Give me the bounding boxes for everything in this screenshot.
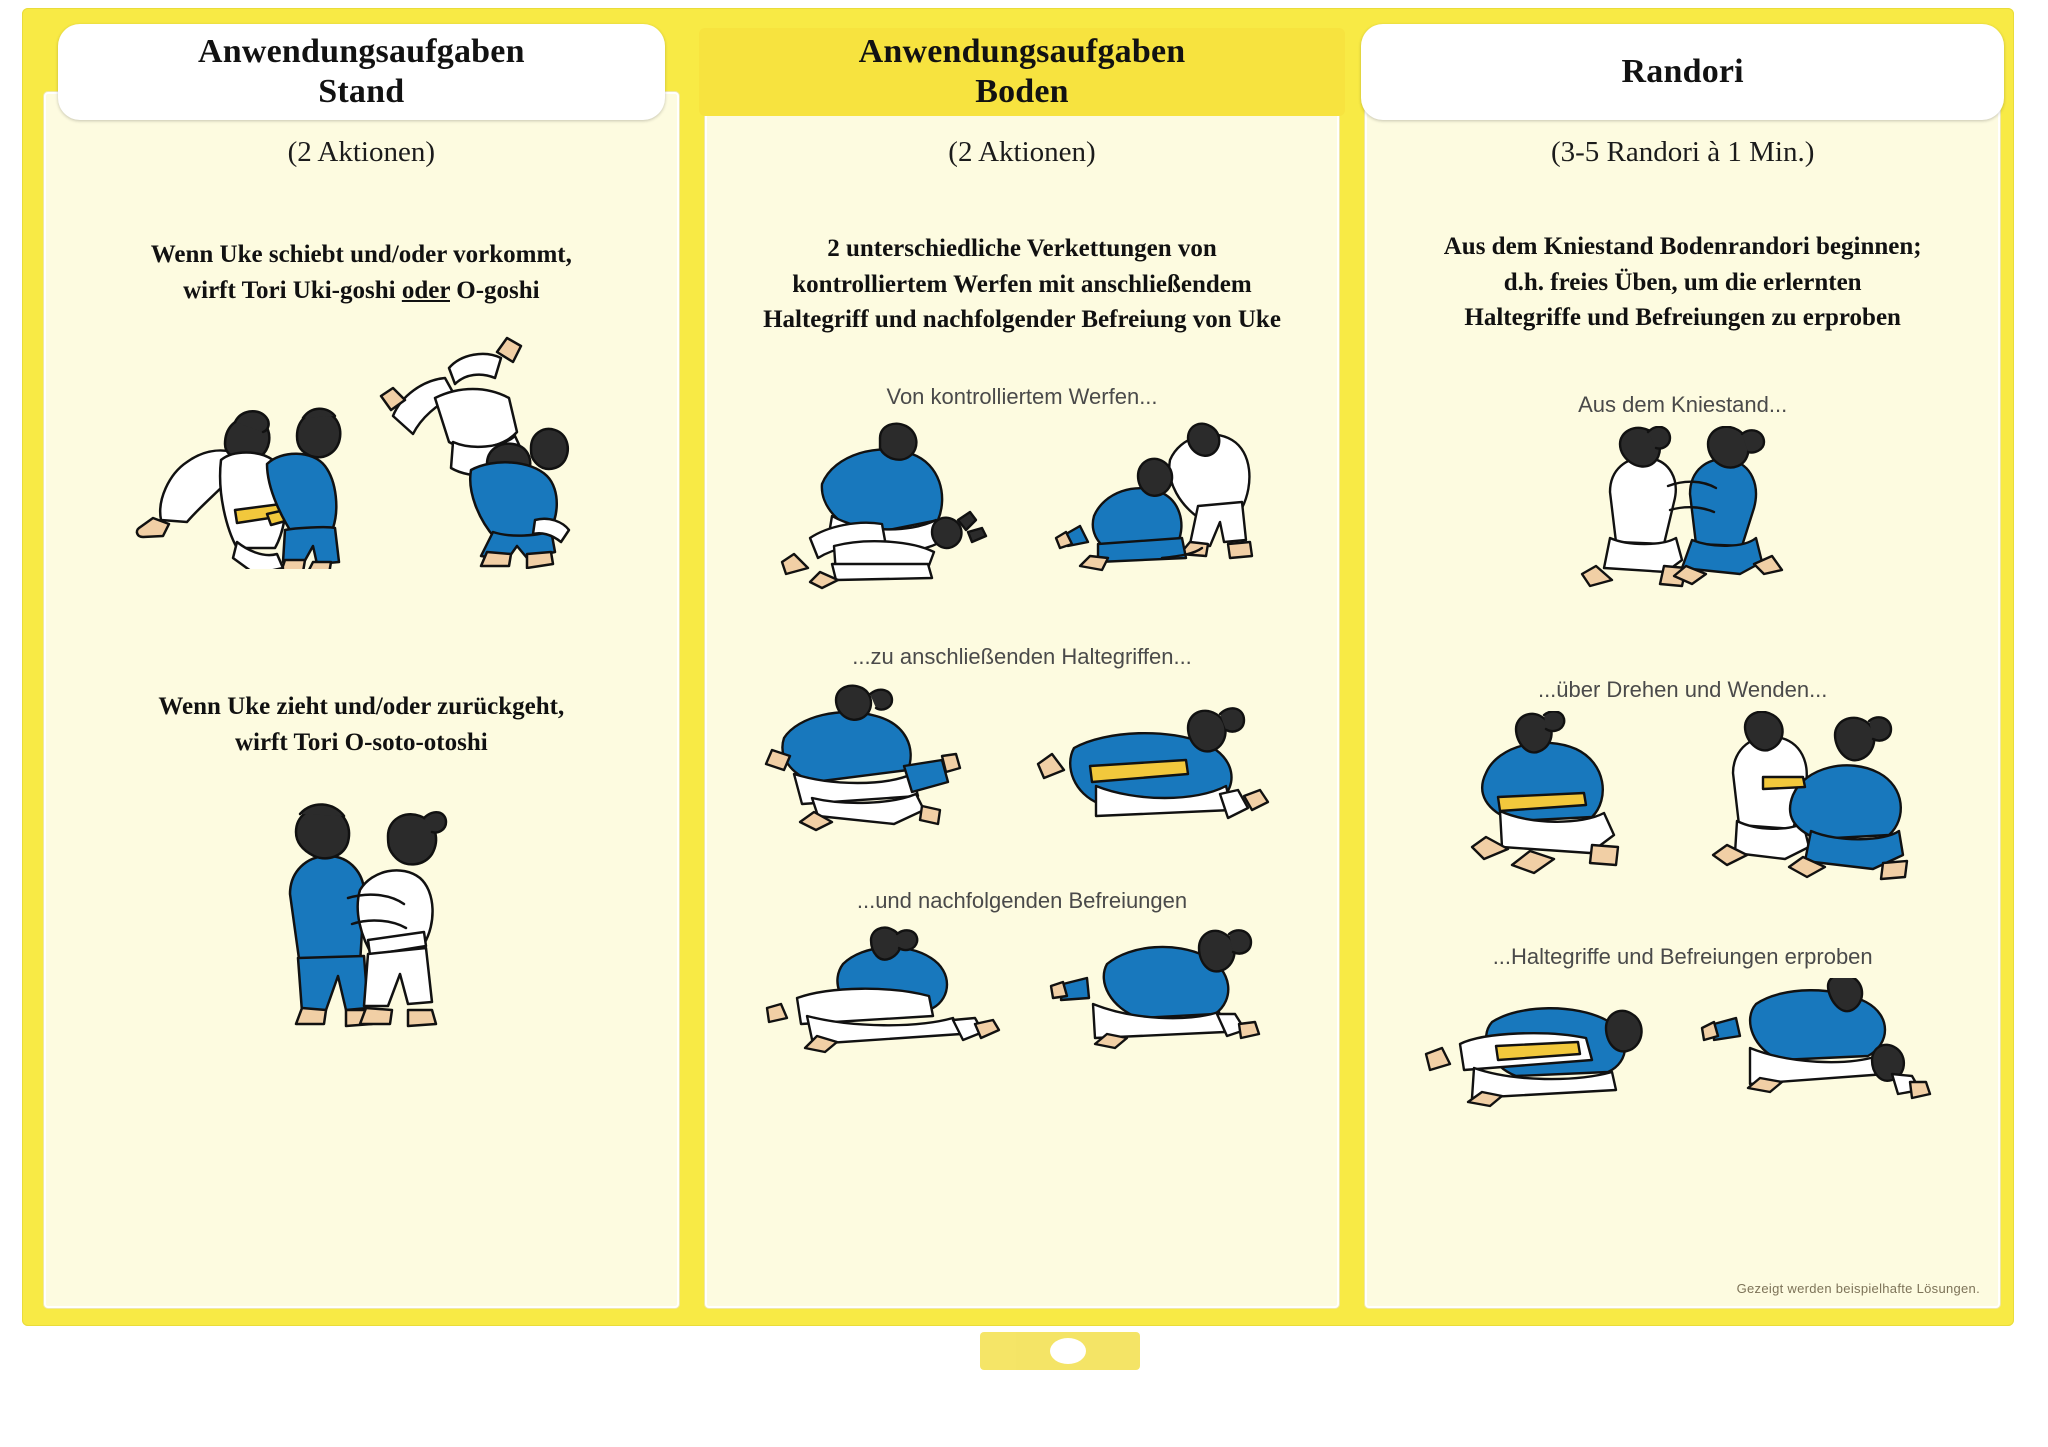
stand-block1-figures — [46, 324, 677, 569]
randori-step2-figures — [1367, 711, 1998, 886]
column-boden-title-line1: Anwendungsaufgaben — [858, 32, 1186, 70]
column-randori-count: (3-5 Randori à 1 Min.) — [1550, 136, 1815, 168]
o-soto-otoshi-throw-figure — [256, 794, 466, 1044]
footer-note: Gezeigt werden beispielhafte Lösungen. — [1736, 1281, 1981, 1296]
column-randori-title-text: Randori — [1621, 52, 1744, 90]
column-stand-title-line2: Stand — [318, 73, 405, 110]
boden-step2-caption: ...zu anschließenden Haltegriffen... — [852, 643, 1192, 669]
boden-step1-figures — [707, 420, 1338, 590]
bottom-yellow-mark — [980, 1332, 1140, 1370]
uki-goshi-throw-icon — [117, 324, 357, 569]
turning-left-icon — [1442, 711, 1667, 886]
randori-lead-line2: d.h. freies Üben, um die erlernten — [1503, 268, 1862, 296]
column-boden-count: (2 Aktionen) — [948, 136, 1096, 168]
column-boden — [705, 32, 1340, 1308]
columns-container — [34, 14, 2010, 1314]
randori-step1-figures — [1367, 426, 1998, 611]
boden-step1-caption: Von kontrolliertem Werfen... — [886, 383, 1158, 409]
column-stand-title-line1: Anwendungsaufgaben — [197, 32, 525, 70]
stand-block2-text — [72, 689, 651, 760]
boden-step2-figures — [707, 682, 1338, 832]
controlled-throw-right-figure — [1052, 420, 1272, 590]
holding-escape-left-icon — [1420, 988, 1670, 1108]
stand-block1-line1: Wenn Uke schiebt und/oder vorkommt, — [150, 241, 572, 268]
randori-step2-caption: ...über Drehen und Wenden... — [1537, 676, 1828, 702]
stand-block1-line2-pre: wirft Tori Uki-goshi — [183, 276, 402, 304]
turning-right-figure — [1699, 711, 1924, 886]
column-randori-title — [1361, 24, 2004, 120]
uki-goshi-throw-figure — [117, 324, 357, 569]
turning-left-figure — [1442, 711, 1667, 886]
boden-lead-line2: kontrolliertem Werfen mit anschließendem — [792, 270, 1252, 298]
stand-block2-line2: wirft Tori O-soto-otoshi — [234, 728, 488, 756]
holding-technique-right-icon — [1030, 682, 1280, 832]
column-stand — [44, 32, 679, 1308]
escape-left-figure — [757, 924, 1017, 1054]
turning-right-icon — [1699, 711, 1924, 886]
column-stand-title — [58, 24, 665, 120]
controlled-throw-left-icon — [772, 420, 1022, 590]
o-goshi-throw-icon — [375, 324, 605, 569]
column-boden-title-line2: Boden — [975, 73, 1069, 110]
randori-lead-line1: Aus dem Kniestand Bodenrandori beginnen; — [1443, 233, 1922, 260]
randori-step1-caption: Aus dem Kniestand... — [1578, 391, 1788, 417]
randori-step3-figures — [1367, 978, 1998, 1108]
kneeling-start-figure — [1558, 426, 1808, 611]
holding-escape-right-icon — [1696, 978, 1946, 1108]
randori-step3-caption: ...Haltegriffe und Befreiungen erproben — [1492, 943, 1873, 969]
boden-step3-figures — [707, 924, 1338, 1054]
boden-lead-line1: 2 unterschiedliche Verkettungen von — [827, 235, 1217, 262]
holding-technique-right-figure — [1030, 682, 1280, 832]
boden-step3-caption: ...und nachfolgenden Befreiungen — [856, 887, 1188, 913]
stand-block1-line2-underlined: oder — [401, 276, 450, 304]
randori-lead-line3: Haltegriffe und Befreiungen zu erproben — [1464, 304, 1901, 331]
boden-lead — [733, 231, 1312, 338]
holding-technique-left-figure — [764, 682, 994, 832]
controlled-throw-right-icon — [1052, 420, 1272, 590]
stand-block1-text — [72, 237, 651, 308]
stand-block1-line2-post: O-goshi — [450, 276, 540, 304]
stand-block2-figures — [46, 794, 677, 1044]
o-goshi-throw-figure — [375, 324, 605, 569]
controlled-throw-left-figure — [772, 420, 1022, 590]
holding-escape-left-figure — [1420, 988, 1670, 1108]
column-randori — [1365, 52, 2000, 1308]
escape-right-icon — [1047, 924, 1287, 1054]
randori-lead — [1393, 229, 1972, 336]
boden-lead-line3: Haltegriff und nachfolgender Befreiung von Uke — [763, 306, 1281, 333]
stand-block2-line1: Wenn Uke zieht und/oder zurückgeht, — [158, 693, 565, 720]
holding-escape-right-figure — [1696, 978, 1946, 1108]
column-stand-count: (2 Aktionen) — [287, 136, 436, 168]
column-boden-title — [719, 24, 1326, 120]
holding-technique-left-icon — [764, 682, 994, 832]
o-soto-otoshi-throw-icon — [256, 794, 466, 1044]
escape-right-figure — [1047, 924, 1287, 1054]
kneeling-start-icon — [1558, 426, 1808, 611]
escape-left-icon — [757, 924, 1017, 1054]
